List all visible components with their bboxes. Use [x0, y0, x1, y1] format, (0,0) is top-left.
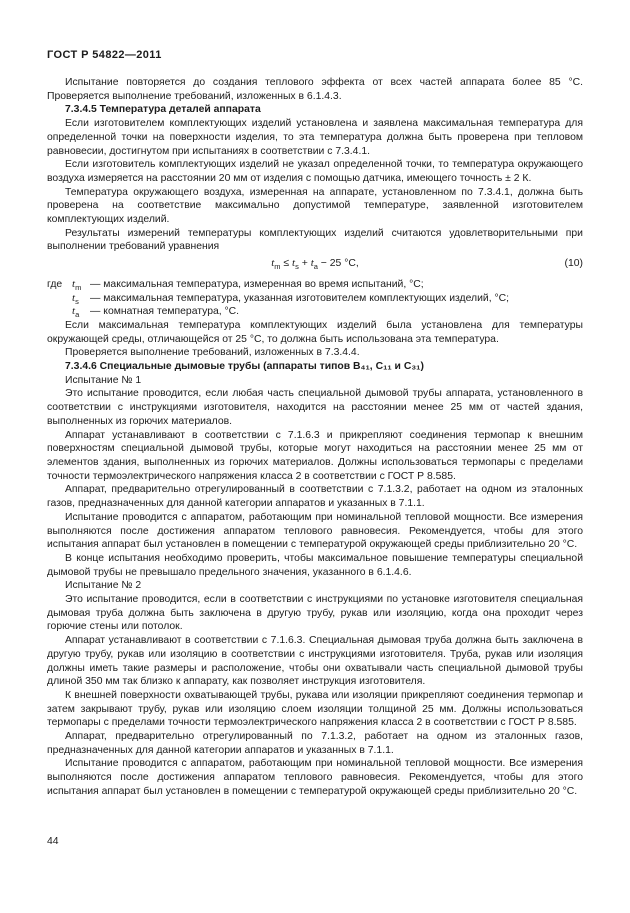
standard-reference: ГОСТ Р 54822—2011: [47, 49, 162, 61]
equation-op-le: ≤: [280, 258, 293, 270]
test1-paragraph-1: Это испытание проводится, если любая часть специальной дымовой трубы аппарата, установленного в соответствии с инструкциями изготовителя, находится на расстоянии менее 25 мм от частей здания, выполненных из горючих материалов.: [47, 388, 583, 427]
legend-spacer: [47, 305, 72, 319]
paragraph-declared-temp: Если изготовителем комплектующих изделий установлена и заявлена максимальная температура для определенной точки на поверхности изделия, то эта температура должна быть проверена при тепловом равновесии, достигнутом при испытаниях в соответствии с 7.3.4.1.: [47, 118, 583, 157]
legend-var-ts-sub: s: [75, 296, 79, 306]
legend-row-ts: [47, 292, 583, 306]
legend-row-ta: [47, 305, 583, 319]
legend-spacer: [47, 292, 72, 306]
legend-var-ta: [72, 305, 90, 319]
equation-var-tm: t: [271, 257, 275, 270]
document-body: [47, 76, 583, 799]
equation-tail: − 25 °С,: [317, 258, 359, 270]
test1-paragraph-5: В конце испытания необходимо проверить, чтобы максимальное повышение температуры специальной дымовой трубы не превышало предельного значения, указанного в 6.1.4.6.: [47, 552, 583, 578]
legend-var-ta-base: t: [72, 305, 76, 318]
paragraph-ambient-check: Температура окружающего воздуха, измеренная на аппарате, установленном по 7.3.4.1, должна быть проверена на соответствие максимально допустимой температуре, заявленной изготовителем комплектующих изделий.: [47, 186, 583, 226]
equation-op-plus: +: [298, 258, 311, 270]
equation-var-ts: t: [292, 257, 296, 270]
legend-text-ts: — максимальная температура, указанная изготовителем комплектующих изделий, °С;: [90, 292, 510, 304]
legend-var-tm-sub: m: [75, 282, 82, 292]
legend-var-tm-base: t: [72, 277, 76, 290]
legend-row-tm: [47, 278, 583, 292]
equation-var-tm-sub: m: [274, 262, 281, 272]
legend-var-ts: [72, 292, 90, 306]
equation-legend: [47, 278, 583, 319]
paragraph-check-7-3-4-4: Проверяется выполнение требований, изложенных в 7.3.4.4.: [65, 347, 360, 359]
paragraph-results-intro: Результаты измерений температуры комплектующих изделий считаются удовлетворительными при выполнении требований уравнения: [47, 227, 583, 253]
section-heading-7-3-4-6: 7.3.4.6 Специальные дымовые трубы (аппараты типов B₄₁, C₁₁ и C₃₁): [65, 361, 424, 373]
test2-label: Испытание № 2: [65, 580, 142, 592]
legend-var-tm: [72, 278, 90, 292]
test2-paragraph-1: Это испытание проводится, если в соответствии с инструкциями по установке изготовителя специальная дымовая труба должна быть заключена в другую трубу, рукав или изоляцию, когда она проходит через горючие стены или потолок.: [47, 594, 583, 633]
equation-var-ta-sub: a: [313, 262, 318, 272]
test2-paragraph-3: К внешней поверхности охватывающей трубы, рукава или изоляции прикрепляют соединения термопар и затем закрывают трубу, рукав или изоляцию слоем изоляции толщиной 25 мм. Должны использоваться термопары с пределами точности термоэлектрического напряжения класса 2 в соответствии с ГОСТ Р 8.585.: [47, 689, 583, 729]
legend-label: где: [47, 278, 63, 290]
section-heading-7-3-4-5: 7.3.4.5 Температура деталей аппарата: [65, 104, 261, 116]
equation-10: [47, 257, 583, 271]
legend-var-ta-sub: a: [75, 310, 80, 320]
legend-text-tm: — максимальная температура, измеренная во время испытаний, °С;: [90, 278, 424, 290]
test1-paragraph-3: Аппарат, предварительно отрегулированный в соответствии с 7.1.3.2, работает на одном из эталонных газов, предназначенных для данной категории аппаратов и указанных в 7.1.1.: [47, 484, 583, 510]
equation-var-ta: t: [310, 257, 314, 270]
paragraph-other-ambient: Если максимальная температура комплектующих изделий была установлена для температуры окружающей среды, отличающейся от 25 °С, то должна быть использована эта температура.: [47, 319, 583, 345]
equation-var-ts-sub: s: [295, 262, 299, 272]
page-number: 44: [47, 836, 59, 847]
equation-expression: [271, 257, 359, 272]
legend-text-ta: — комнатная температура, °С.: [90, 306, 240, 318]
test1-paragraph-2: Аппарат устанавливают в соответствии с 7.1.6.3 и прикрепляют соединения термопар к внешним поверхностям специальной дымовой трубы, которые могут находиться на расстоянии менее 25 мм от элементов здания, выполненных из горючих материалов. Должны использоваться термопары с пределами точности термоэлектрического напряжения класса 2 в соответствии с ГОСТ Р 8.585.: [47, 429, 583, 482]
test2-paragraph-4: Аппарат, предварительно отрегулированный по 7.1.3.2, работает на одном из эталонных газов, предназначенных для данной категории аппаратов и указанных в 7.1.1.: [47, 731, 583, 756]
legend-var-ts-base: t: [72, 291, 76, 304]
test2-paragraph-5: Испытание проводится с аппаратом, работающим при номинальной тепловой мощности. Все измерения выполняются после достижения аппаратом теплового равновесия. Рекомендуется, чтобы для этого испытания аппарат был установлен в помещении с температурой окружающей среды приблизительно 20 °С.: [47, 758, 583, 797]
test2-paragraph-2: Аппарат устанавливают в соответствии с 7.1.6.3. Специальная дымовая труба должна быть заключена в другую трубу, рукав или изоляцию в соответствии с инструкциями изготовителя. Труба, рукав или изоляция должны иметь такие размеры и расположение, чтобы они охватывали часть специальной дымовой трубы длиной 350 мм так близко к аппарату, как позволяет инструкция изготовителя.: [47, 635, 583, 688]
test1-label: Испытание № 1: [65, 374, 142, 386]
paragraph-no-point: Если изготовитель комплектующих изделий не указал определенной точки, то температура окружающего воздуха измеряется на расстоянии 20 мм от изделия с помощью датчика, имеющего точность ± 2 К.: [47, 159, 583, 184]
equation-number: (10): [564, 258, 583, 270]
paragraph-repeat-test: Испытание повторяется до создания теплового эффекта от всех частей аппарата более 85 °С. Проверяется выполнение требований, изложенных в 6.1.4.3.: [47, 77, 583, 102]
test1-paragraph-4: Испытание проводится с аппаратом, работающим при номинальной тепловой мощности. Все измерения выполняются после достижения аппаратом теплового равновесия. Рекомендуется, чтобы для этого испытания аппарат был установлен в помещении с температурой окружающей среды приблизительно 20 °С.: [47, 511, 583, 551]
